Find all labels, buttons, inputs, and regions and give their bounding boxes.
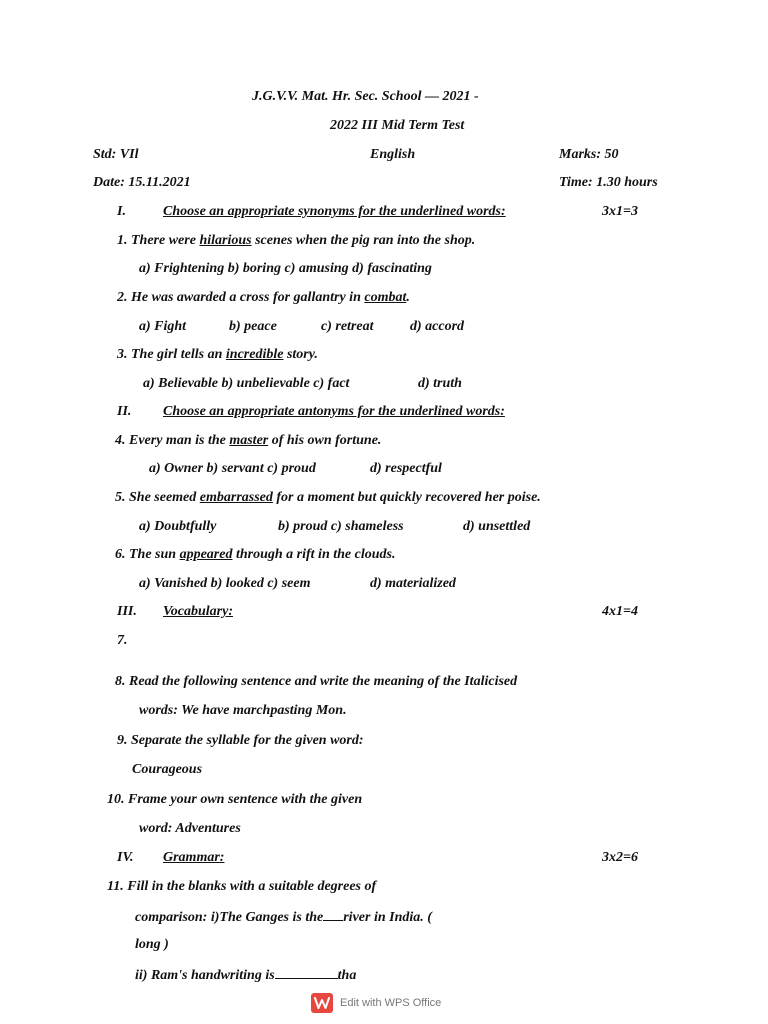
school-title: J.G.V.V. Mat. Hr. Sec. School — 2021 - [252,89,479,104]
section-1-marks: 3x1=3 [602,204,638,219]
question-3-text: 3. The girl tells an [117,347,226,362]
wps-footer-text: Edit with WPS Office [340,997,442,1009]
question-1-underlined-word: hilarious [199,233,252,248]
question-4-text: 4. Every man is the [115,433,230,448]
question-3-text-end: story. [283,347,318,362]
question-11-text: comparison: i)The Ganges is the [135,910,324,925]
question-6-option-d: d) materialized [370,576,456,591]
fill-blank [323,908,343,921]
question-2-underlined-word: combat [364,290,407,305]
question-4-option-d: d) respectful [370,461,442,476]
question-6 [115,547,395,563]
question-3-underlined-word: incredible [225,347,284,362]
question-1-text: 1. There were [117,233,200,248]
question-5-underlined-word: embarrassed [199,490,273,505]
section-4-title: Grammar: [163,850,225,865]
question-1 [117,233,475,249]
section-1-number: I. [117,204,126,219]
question-1-options: a) Frightening b) boring c) amusing d) fascinating [139,261,432,276]
question-9-line-1: 9. Separate the syllable for the given word: [117,733,364,748]
question-10-line-1: 10. Frame your own sentence with the given [107,792,363,807]
question-4-text-end: of his own fortune. [268,433,382,448]
question-2-option-a: a) Fight [139,319,187,334]
question-2-text-end: . [406,290,410,305]
marks-label: Marks: 50 [559,147,619,162]
question-5-option-a: a) Doubtfully [139,519,217,534]
question-11-line-2 [135,908,432,926]
section-3-title: Vocabulary: [163,604,233,619]
section-4-number: IV. [117,850,134,865]
question-4-options: a) Owner b) servant c) proud [149,461,316,476]
time-label: Time: 1.30 hours [559,175,658,190]
fill-blank [275,966,338,979]
question-11-part-2-text-end: tha [337,968,357,983]
section-3-marks: 4x1=4 [602,604,638,619]
question-5-option-d: d) unsettled [463,519,531,534]
question-7: 7. [117,633,128,648]
std-label: Std: VIl [93,147,139,162]
date-label: Date: 15.11.2021 [93,175,191,190]
test-title: 2022 III Mid Term Test [330,118,465,133]
question-6-options: a) Vanished b) looked c) seem [139,576,311,591]
question-10-line-2: word: Adventures [139,821,241,836]
question-8-line-2: words: We have marchpasting Mon. [139,703,347,718]
question-6-text-end: through a rift in the clouds. [232,547,396,562]
question-6-underlined-word: appeared [179,547,233,562]
wps-footer[interactable] [311,992,441,1014]
question-5 [115,490,541,506]
question-3-option-d: d) truth [418,376,462,391]
question-2-option-b: b) peace [229,319,277,334]
question-3 [117,347,318,363]
w-letter-icon [314,997,330,1009]
question-11-line-3: long ) [135,937,169,952]
subject-label: English [370,147,416,162]
section-2-number: II. [117,404,132,419]
question-2 [117,290,410,306]
section-1-title: Choose an appropriate synonyms for the underlined words: [163,204,506,219]
question-2-option-d: d) accord [410,319,465,334]
question-2-option-c: c) retreat [321,319,374,334]
section-2-title: Choose an appropriate antonyms for the underlined words: [163,404,505,419]
question-11-text-end: river in India. ( [343,910,432,925]
question-9-line-2: Courageous [132,762,203,777]
question-5-options-bc: b) proud c) shameless [278,519,404,534]
question-3-options: a) Believable b) unbelievable c) fact [143,376,350,391]
question-1-text-end: scenes when the pig ran into the shop. [251,233,476,248]
section-3-number: III. [117,604,137,619]
question-11-part-2-text: ii) Ram's handwriting is [135,968,275,983]
question-5-text: 5. She seemed [115,490,200,505]
question-4-underlined-word: master [229,433,269,448]
question-5-text-end: for a moment but quickly recovered her poise. [272,490,541,505]
question-2-text: 2. He was awarded a cross for gallantry in [117,290,365,305]
question-8-line-1: 8. Read the following sentence and write the meaning of the Italicised [115,674,518,689]
question-11-line-4 [135,966,356,984]
question-4 [115,433,381,449]
section-4-marks: 3x2=6 [602,850,638,865]
wps-logo-icon [311,993,333,1013]
question-6-text: 6. The sun [115,547,180,562]
question-11-line-1: 11. Fill in the blanks with a suitable degrees of [107,879,377,894]
